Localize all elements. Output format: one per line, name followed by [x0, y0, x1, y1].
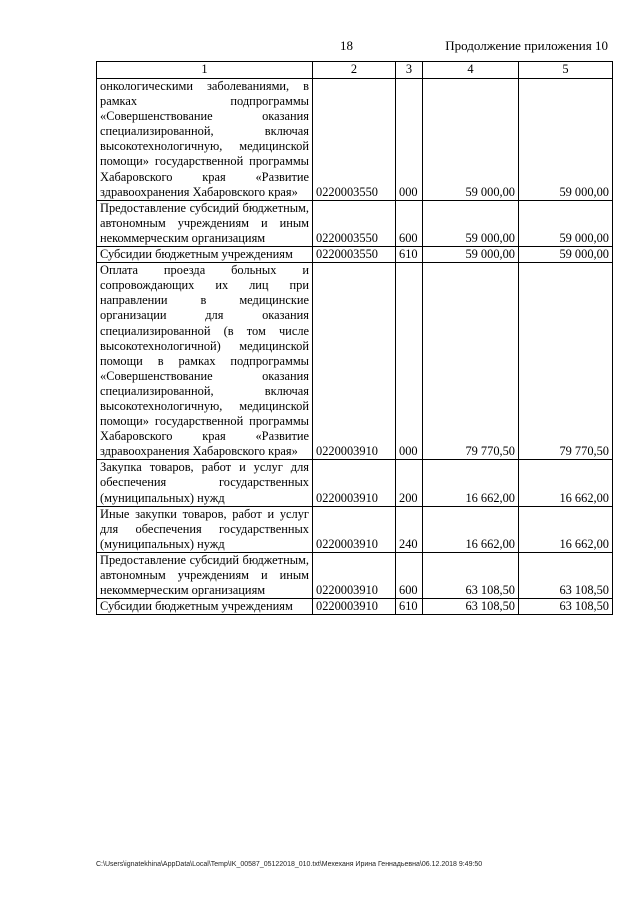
row-target-code: 0220003550 [313, 200, 396, 246]
page-number: 18 [340, 38, 353, 53]
table-row [97, 460, 613, 506]
row-target-code: 0220003910 [313, 599, 396, 615]
file-path-footer: C:\Users\ignatekhina\AppData\Local\Temp\IK_00587_05122018_010.txt\Мехеханя Ирина Геннадьевна\06.12.2018 9:49:50 [96, 861, 483, 868]
row-target-code: 0220003910 [313, 460, 396, 506]
row-expense-type: 600 [396, 200, 423, 246]
row-expense-type: 240 [396, 506, 423, 552]
row-amount-1: 63 108,50 [423, 599, 519, 615]
row-name: Предоставление субсидий бюджетным, автономным учреждениям и иным некоммерческим организациям [97, 552, 313, 598]
column-header: 4 [423, 62, 519, 79]
row-expense-type: 610 [396, 599, 423, 615]
continuation-title: Продолжение приложения 10 [445, 38, 608, 53]
budget-table [96, 61, 613, 615]
row-expense-type: 000 [396, 79, 423, 201]
column-header: 3 [396, 62, 423, 79]
row-amount-1: 79 770,50 [423, 263, 519, 460]
row-name: Иные закупки товаров, работ и услуг для обеспечения государственных (муниципальных) нужд [97, 506, 313, 552]
row-amount-1: 59 000,00 [423, 247, 519, 263]
row-name: Субсидии бюджетным учреждениям [97, 599, 313, 615]
row-amount-1: 59 000,00 [423, 79, 519, 201]
column-header: 2 [313, 62, 396, 79]
row-amount-2: 59 000,00 [519, 247, 613, 263]
row-amount-2: 59 000,00 [519, 79, 613, 201]
row-target-code: 0220003910 [313, 506, 396, 552]
table-row [97, 200, 613, 246]
column-header: 5 [519, 62, 613, 79]
row-amount-2: 63 108,50 [519, 552, 613, 598]
table-row [97, 263, 613, 460]
row-amount-1: 16 662,00 [423, 506, 519, 552]
row-name: Предоставление субсидий бюджетным, автономным учреждениям и иным некоммерческим организациям [97, 200, 313, 246]
row-target-code: 0220003550 [313, 79, 396, 201]
row-amount-2: 59 000,00 [519, 200, 613, 246]
row-expense-type: 000 [396, 263, 423, 460]
table-row [97, 552, 613, 598]
row-amount-2: 16 662,00 [519, 506, 613, 552]
row-name: Оплата проезда больных и сопровождающих их лиц при направлении в медицинские организации для оказания специализированной (в том числе высокотехнологичной) медицинской помощи в рамках подпрограммы «Совершенствование оказания специализированной, включая высокотехнологичную, медицинской помощи» государственной программы Хабаровского края «Развитие здравоохранения Хабаровского края» [97, 263, 313, 460]
row-amount-1: 59 000,00 [423, 200, 519, 246]
row-target-code: 0220003910 [313, 552, 396, 598]
row-expense-type: 200 [396, 460, 423, 506]
row-amount-1: 63 108,50 [423, 552, 519, 598]
row-expense-type: 600 [396, 552, 423, 598]
row-amount-1: 16 662,00 [423, 460, 519, 506]
row-target-code: 0220003550 [313, 247, 396, 263]
table-row [97, 79, 613, 201]
table-row [97, 247, 613, 263]
column-header: 1 [97, 62, 313, 79]
row-expense-type: 610 [396, 247, 423, 263]
row-target-code: 0220003910 [313, 263, 396, 460]
row-amount-2: 79 770,50 [519, 263, 613, 460]
row-name: онкологическими заболеваниями, в рамках подпрограммы «Совершенствование оказания специализированной, включая высокотехнологичную, медицинской помощи» государственной программы Хабаровского края «Развитие здравоохранения Хабаровского края» [97, 79, 313, 201]
row-amount-2: 63 108,50 [519, 599, 613, 615]
table-header-row [97, 62, 613, 79]
row-name: Закупка товаров, работ и услуг для обеспечения государственных (муниципальных) нужд [97, 460, 313, 506]
table-row [97, 506, 613, 552]
row-name: Субсидии бюджетным учреждениям [97, 247, 313, 263]
table-row [97, 599, 613, 615]
row-amount-2: 16 662,00 [519, 460, 613, 506]
